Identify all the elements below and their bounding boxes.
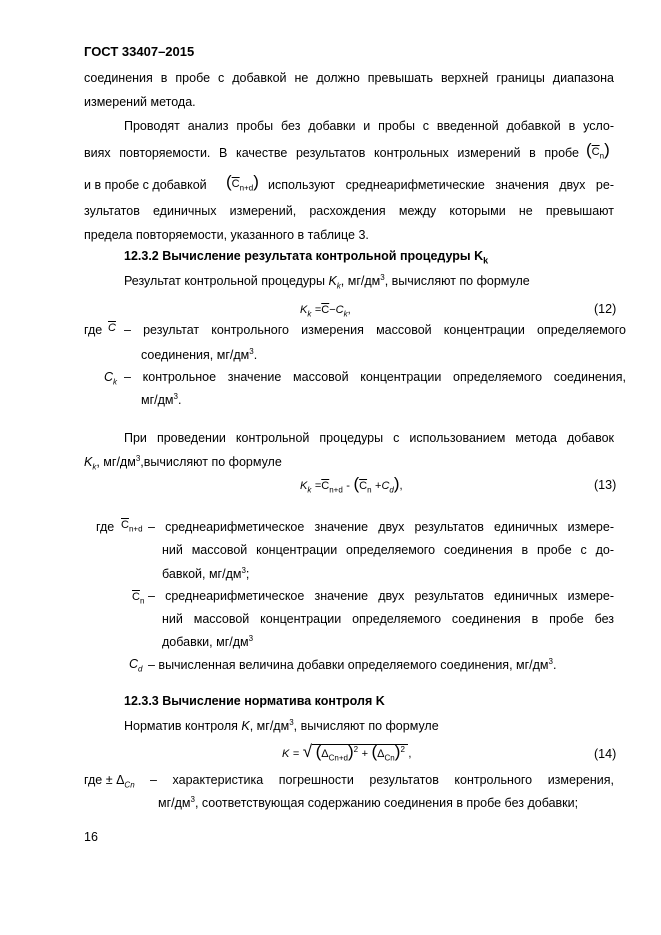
text-line: $K_k$, $мг/дм^3,вычисляют$ по формуле [84, 454, 282, 472]
text-line: Норматив контроля K, $мг/дм^3$, вычисляют по формуле [124, 718, 439, 734]
definition-line: соединения, $мг/дм^3$. [141, 347, 258, 363]
definition-line: – среднеарифметическое значение двух результатов единичных измере- [148, 520, 614, 534]
definition-line: – результат контрольного измерения массовой концентрации определяемого [124, 323, 626, 337]
equation-number: (12) [594, 302, 617, 316]
document-header: ГОСТ 33407–2015 [84, 44, 195, 59]
definition-line: – вычисленная величина добавки определяемого соединения, $мг/дм^3$. [148, 657, 557, 673]
definition-line: ний массовой концентрации определяемого соединения в пробе с до- [162, 543, 614, 557]
symbol-c-bar: $\overline{C}$ [108, 322, 116, 334]
page-number: 16 [84, 830, 98, 844]
text-line: виях повторяемости. В качестве результатов контрольных измерений в пробе [84, 146, 579, 160]
text-line: Результат контрольной процедуры $K_k$, $мг/дм^3$, вычисляют по формуле [124, 273, 530, 291]
text-line: Проводят анализ пробы без добавки и пробы с введенной добавкой в усло- [124, 119, 614, 133]
symbol-cnd: $\overline{C}_{n+d}$ [121, 519, 143, 534]
definition-line: бавкой, $мг/дм^3$; [162, 566, 250, 582]
formula-13: $K_k =\overline{C}_{n+d} - (\overline{C}_n +C_d)$, [300, 474, 403, 495]
equation-number: (14) [594, 747, 617, 761]
text-line: используют среднеарифметические значения двух ре- [268, 178, 614, 192]
text-line: и в пробе с добавкой [84, 178, 207, 192]
text-line: предела повторяемости, указанного в таблице 3. [84, 228, 369, 242]
definition-line: – характеристика погрешности результатов контрольного измерения, [150, 773, 614, 787]
equation-number: (13) [594, 478, 617, 492]
definition-line: $мг/дм^3$, соответствующая содержанию соединения в пробе без добавки; [158, 795, 579, 811]
text-line: При проведении контрольной процедуры с использованием метода добавок [124, 431, 614, 445]
where-label: где [96, 520, 115, 534]
text-line: зультатов единичных измерений, расхождения между которыми не превышают [84, 204, 614, 218]
inline-formula-cnd: $(\overline{C}_{n+d})$ [226, 172, 259, 193]
definition-line: – контрольное значение массовой концентрации определяемого соединения, [124, 370, 626, 384]
where-label: где ± $\Delta_{Cn}$ [84, 773, 135, 790]
where-label: где [84, 323, 103, 337]
text-line: соединения в пробе с добавкой не должно превышать верхней границы диапазона [84, 71, 614, 85]
definition-line: – среднеарифметическое значение двух результатов единичных измере- [148, 589, 614, 603]
inline-formula-cn: $(\overline{C}_n)$ [586, 140, 610, 161]
symbol-cn: $\overline{C}_n$ [132, 591, 145, 606]
definition-line: ний массовой концентрации определяемого соединения в пробе без [162, 612, 614, 626]
section-heading: 12.3.3 Вычисление норматива контроля K [124, 694, 385, 708]
symbol-ck: $C_k$ [104, 370, 118, 387]
definition-line: $мг/дм^3$. [141, 392, 182, 408]
section-heading: 12.3.2 Вычисление результата контрольной процедуры $K_k$ [124, 249, 489, 266]
symbol-cd: $C_d$ [129, 657, 143, 674]
formula-12: $K_k =\overline{C}-C_k$, [300, 304, 351, 319]
formula-14: K = √ $(\Delta_{Cn+d})^2 + (\Delta_{Cn})^2$ , [282, 742, 412, 763]
definition-line: добавки, $мг/дм^3$ [162, 634, 254, 650]
text-line: измерений метода. [84, 95, 196, 109]
